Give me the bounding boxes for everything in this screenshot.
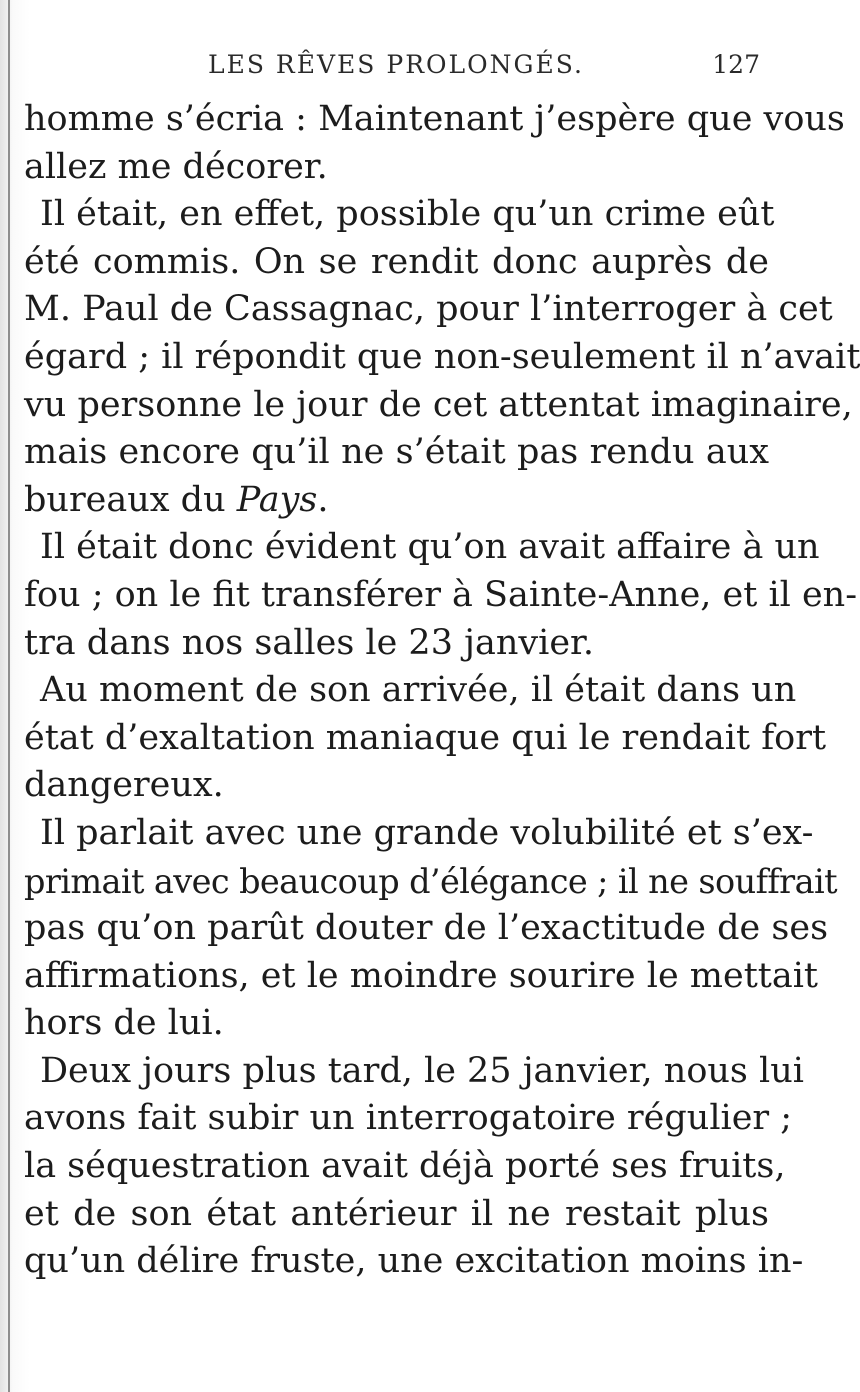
text-line: la séquestration avait déjà porté ses fruits, xyxy=(24,1146,786,1187)
text-line: hors de lui. xyxy=(24,1003,224,1044)
text-line: qu’un délire fruste, une excitation moins in- xyxy=(24,1241,804,1282)
journal-title: Pays xyxy=(236,479,318,520)
text-line: Au moment de son arrivée, il était dans un xyxy=(40,670,797,711)
page-header xyxy=(0,50,800,84)
text-line: primait avec beaucoup d’élégance ; il ne souffrait xyxy=(24,861,837,901)
text-line: homme s’écria : Maintenant j’espère que vous xyxy=(24,99,845,139)
text-line: M. Paul de Cassagnac, pour l’interroger à cet xyxy=(24,289,833,330)
body-text xyxy=(24,96,860,1286)
text-line: allez me décorer. xyxy=(24,146,328,187)
text-line-italic-title xyxy=(24,477,769,525)
text-line: Il était, en effet, possible qu’un crime eût xyxy=(40,194,775,235)
text-line: état d’exaltation maniaque qui le rendait fort xyxy=(24,717,827,758)
binding-gutter xyxy=(0,0,12,1392)
text-line: tra dans nos salles le 23 janvier. xyxy=(24,622,595,663)
text-line: pas qu’on parût douter de l’exactitude de ses xyxy=(24,908,829,949)
text-line: mais encore qu’il ne s’était pas rendu aux xyxy=(24,432,769,473)
text-line: et de son état antérieur il ne restait plus xyxy=(24,1193,769,1234)
running-head: LES RÊVES PROLONGÉS. xyxy=(208,50,584,79)
text-line: Il était donc évident qu’on avait affaire à un xyxy=(40,527,820,568)
text-run: . xyxy=(317,479,329,520)
text-run: bureaux du xyxy=(24,479,237,520)
binding-edge-line xyxy=(8,0,10,1392)
text-line: Deux jours plus tard, le 25 janvier, nous lui xyxy=(40,1050,804,1091)
text-line: fou ; on le fit transférer à Sainte-Anne, et il en- xyxy=(24,574,858,615)
text-line: Il parlait avec une grande volubilité et s’ex- xyxy=(40,812,814,853)
text-line: vu personne le jour de cet attentat imaginaire, xyxy=(24,384,853,425)
text-line: avons fait subir un interrogatoire régulier ; xyxy=(24,1098,793,1139)
text-line: égard ; il répondit que non-seulement il n’avait xyxy=(24,336,860,377)
text-line: dangereux. xyxy=(24,765,224,806)
page-number: 127 xyxy=(712,50,760,79)
text-line: été commis. On se rendit donc auprès de xyxy=(24,241,769,282)
text-line: affirmations, et le moindre sourire le mettait xyxy=(24,955,818,996)
